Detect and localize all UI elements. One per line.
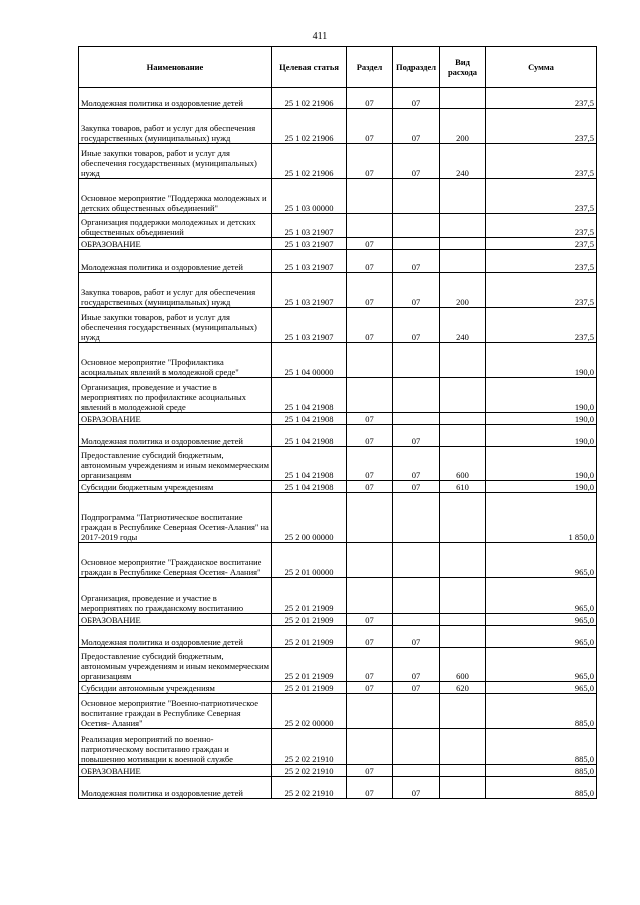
row-target-code: 25 1 02 21906 bbox=[272, 88, 347, 109]
row-name: Организация, проведение и участие в мероприятиях по профилактике асоциальных явлений в молодежной среде bbox=[79, 378, 272, 413]
row-expense-type: 200 bbox=[440, 109, 486, 144]
row-subsection: 07 bbox=[393, 447, 440, 481]
header-section: Раздел bbox=[347, 47, 393, 88]
row-target-code: 25 1 03 21907 bbox=[272, 308, 347, 343]
row-subsection bbox=[393, 493, 440, 543]
row-target-code: 25 1 04 21908 bbox=[272, 481, 347, 493]
row-target-code: 25 1 03 21907 bbox=[272, 238, 347, 250]
row-subsection bbox=[393, 378, 440, 413]
row-target-code: 25 1 02 21906 bbox=[272, 109, 347, 144]
row-section bbox=[347, 214, 393, 238]
row-subsection: 07 bbox=[393, 777, 440, 799]
row-section: 07 bbox=[347, 425, 393, 447]
row-amount: 190,0 bbox=[486, 343, 597, 378]
row-name: ОБРАЗОВАНИЕ bbox=[79, 614, 272, 626]
row-subsection: 07 bbox=[393, 144, 440, 179]
row-expense-type bbox=[440, 214, 486, 238]
row-target-code: 25 2 01 21909 bbox=[272, 682, 347, 694]
table-row bbox=[79, 378, 597, 413]
table-row bbox=[79, 682, 597, 694]
row-subsection bbox=[393, 614, 440, 626]
row-amount: 885,0 bbox=[486, 694, 597, 729]
row-expense-type bbox=[440, 543, 486, 578]
row-amount: 190,0 bbox=[486, 481, 597, 493]
row-section: 07 bbox=[347, 626, 393, 648]
header-target: Целевая статья bbox=[272, 47, 347, 88]
row-name: Подпрограмма "Патриотическое воспитание граждан в Республике Северная Осетия-Алания" на 2017-2019 годы bbox=[79, 493, 272, 543]
row-name: Организация поддержки молодежных и детских общественных объединений bbox=[79, 214, 272, 238]
table-row bbox=[79, 578, 597, 614]
row-name: Закупка товаров, работ и услуг для обеспечения государственных (муниципальных) нужд bbox=[79, 273, 272, 308]
header-amount: Сумма bbox=[486, 47, 597, 88]
row-section bbox=[347, 578, 393, 614]
table-row bbox=[79, 777, 597, 799]
row-expense-type bbox=[440, 413, 486, 425]
table-row bbox=[79, 214, 597, 238]
row-name: ОБРАЗОВАНИЕ bbox=[79, 765, 272, 777]
row-amount: 237,5 bbox=[486, 214, 597, 238]
row-name: Молодежная политика и оздоровление детей bbox=[79, 626, 272, 648]
row-amount: 885,0 bbox=[486, 729, 597, 765]
row-target-code: 25 1 03 21907 bbox=[272, 250, 347, 273]
table-row bbox=[79, 447, 597, 481]
row-section: 07 bbox=[347, 765, 393, 777]
row-subsection bbox=[393, 413, 440, 425]
row-expense-type: 200 bbox=[440, 273, 486, 308]
row-expense-type bbox=[440, 493, 486, 543]
row-target-code: 25 2 02 21910 bbox=[272, 729, 347, 765]
row-name: Молодежная политика и оздоровление детей bbox=[79, 88, 272, 109]
row-name: Основное мероприятие "Гражданское воспитание граждан в Республике Северная Осетия- Алания" bbox=[79, 543, 272, 578]
row-amount: 190,0 bbox=[486, 378, 597, 413]
row-name: Предоставление субсидий бюджетным, автономным учреждениям и иным некоммерческим организациям bbox=[79, 447, 272, 481]
row-section: 07 bbox=[347, 777, 393, 799]
budget-table bbox=[78, 46, 597, 799]
row-subsection bbox=[393, 578, 440, 614]
row-section bbox=[347, 343, 393, 378]
row-name: Молодежная политика и оздоровление детей bbox=[79, 777, 272, 799]
row-expense-type bbox=[440, 250, 486, 273]
row-subsection: 07 bbox=[393, 481, 440, 493]
row-name: Молодежная политика и оздоровление детей bbox=[79, 425, 272, 447]
table-row bbox=[79, 614, 597, 626]
row-target-code: 25 2 00 00000 bbox=[272, 493, 347, 543]
row-expense-type bbox=[440, 425, 486, 447]
row-amount: 885,0 bbox=[486, 765, 597, 777]
row-section bbox=[347, 694, 393, 729]
row-target-code: 25 1 03 00000 bbox=[272, 179, 347, 214]
row-section bbox=[347, 729, 393, 765]
row-expense-type bbox=[440, 238, 486, 250]
row-expense-type bbox=[440, 729, 486, 765]
row-section: 07 bbox=[347, 250, 393, 273]
table-row bbox=[79, 179, 597, 214]
table-row bbox=[79, 493, 597, 543]
table-row bbox=[79, 425, 597, 447]
row-name: Субсидии автономным учреждениям bbox=[79, 682, 272, 694]
row-target-code: 25 2 01 21909 bbox=[272, 578, 347, 614]
table-body bbox=[79, 88, 597, 799]
row-section: 07 bbox=[347, 648, 393, 682]
row-target-code: 25 1 02 21906 bbox=[272, 144, 347, 179]
row-target-code: 25 1 04 21908 bbox=[272, 378, 347, 413]
table-row bbox=[79, 626, 597, 648]
row-expense-type bbox=[440, 765, 486, 777]
row-expense-type: 610 bbox=[440, 481, 486, 493]
row-expense-type bbox=[440, 777, 486, 799]
row-name: Субсидии бюджетным учреждениям bbox=[79, 481, 272, 493]
row-expense-type bbox=[440, 179, 486, 214]
row-expense-type bbox=[440, 88, 486, 109]
row-subsection: 07 bbox=[393, 648, 440, 682]
row-subsection: 07 bbox=[393, 626, 440, 648]
row-name: Закупка товаров, работ и услуг для обеспечения государственных (муниципальных) нужд bbox=[79, 109, 272, 144]
row-expense-type bbox=[440, 614, 486, 626]
row-subsection: 07 bbox=[393, 308, 440, 343]
row-section: 07 bbox=[347, 144, 393, 179]
row-target-code: 25 2 02 00000 bbox=[272, 694, 347, 729]
row-expense-type bbox=[440, 578, 486, 614]
row-amount: 237,5 bbox=[486, 179, 597, 214]
row-subsection: 07 bbox=[393, 682, 440, 694]
table-row bbox=[79, 729, 597, 765]
table-row bbox=[79, 765, 597, 777]
table-row bbox=[79, 144, 597, 179]
page-number: 411 bbox=[312, 31, 328, 42]
row-section: 07 bbox=[347, 308, 393, 343]
row-amount: 1 850,0 bbox=[486, 493, 597, 543]
header-name: Наименование bbox=[79, 47, 272, 88]
row-subsection: 07 bbox=[393, 88, 440, 109]
row-amount: 237,5 bbox=[486, 238, 597, 250]
table-row bbox=[79, 109, 597, 144]
row-name: Организация, проведение и участие в мероприятиях по гражданскому воспитанию bbox=[79, 578, 272, 614]
row-section bbox=[347, 378, 393, 413]
row-name: Иные закупки товаров, работ и услуг для обеспечения государственных (муниципальных) нужд bbox=[79, 308, 272, 343]
table-row bbox=[79, 88, 597, 109]
row-name: Иные закупки товаров, работ и услуг для обеспечения государственных (муниципальных) нужд bbox=[79, 144, 272, 179]
row-subsection: 07 bbox=[393, 425, 440, 447]
row-name: Молодежная политика и оздоровление детей bbox=[79, 250, 272, 273]
row-section: 07 bbox=[347, 614, 393, 626]
row-section: 07 bbox=[347, 109, 393, 144]
row-amount: 190,0 bbox=[486, 447, 597, 481]
row-subsection: 07 bbox=[393, 109, 440, 144]
row-section: 07 bbox=[347, 682, 393, 694]
row-subsection bbox=[393, 214, 440, 238]
row-section: 07 bbox=[347, 273, 393, 308]
row-section: 07 bbox=[347, 481, 393, 493]
row-section: 07 bbox=[347, 413, 393, 425]
table-row bbox=[79, 481, 597, 493]
row-expense-type bbox=[440, 378, 486, 413]
row-subsection bbox=[393, 238, 440, 250]
row-name: Реализация мероприятий по военно-патриотическому воспитанию граждан и повышению мотивации к военной службе bbox=[79, 729, 272, 765]
row-target-code: 25 2 01 21909 bbox=[272, 648, 347, 682]
row-amount: 965,0 bbox=[486, 682, 597, 694]
row-expense-type bbox=[440, 343, 486, 378]
row-name: ОБРАЗОВАНИЕ bbox=[79, 238, 272, 250]
header-expense-type: Вид расхода bbox=[440, 47, 486, 88]
row-name: Основное мероприятие "Военно-патриотическое воспитание граждан в Республике Северная Осетия- Алания" bbox=[79, 694, 272, 729]
row-target-code: 25 2 02 21910 bbox=[272, 765, 347, 777]
row-amount: 237,5 bbox=[486, 273, 597, 308]
table-row bbox=[79, 648, 597, 682]
row-subsection: 07 bbox=[393, 250, 440, 273]
row-target-code: 25 1 04 21908 bbox=[272, 413, 347, 425]
row-amount: 965,0 bbox=[486, 614, 597, 626]
table-row bbox=[79, 250, 597, 273]
row-target-code: 25 2 01 21909 bbox=[272, 614, 347, 626]
table-row bbox=[79, 273, 597, 308]
row-subsection bbox=[393, 543, 440, 578]
table-row bbox=[79, 238, 597, 250]
row-expense-type: 240 bbox=[440, 308, 486, 343]
row-section: 07 bbox=[347, 88, 393, 109]
row-subsection bbox=[393, 694, 440, 729]
row-amount: 237,5 bbox=[486, 109, 597, 144]
row-name: Предоставление субсидий бюджетным, автономным учреждениям и иным некоммерческим организациям bbox=[79, 648, 272, 682]
row-target-code: 25 1 03 21907 bbox=[272, 273, 347, 308]
row-section bbox=[347, 543, 393, 578]
row-subsection bbox=[393, 729, 440, 765]
row-amount: 190,0 bbox=[486, 425, 597, 447]
row-amount: 237,5 bbox=[486, 250, 597, 273]
row-amount: 965,0 bbox=[486, 578, 597, 614]
table-row bbox=[79, 694, 597, 729]
table-row bbox=[79, 413, 597, 425]
row-target-code: 25 1 04 00000 bbox=[272, 343, 347, 378]
row-target-code: 25 1 04 21908 bbox=[272, 447, 347, 481]
row-expense-type: 600 bbox=[440, 447, 486, 481]
row-target-code: 25 1 03 21907 bbox=[272, 214, 347, 238]
row-subsection bbox=[393, 765, 440, 777]
row-target-code: 25 2 01 21909 bbox=[272, 626, 347, 648]
row-name: Основное мероприятие "Поддержка молодежных и детских общественных объединений" bbox=[79, 179, 272, 214]
row-amount: 237,5 bbox=[486, 308, 597, 343]
row-target-code: 25 1 04 21908 bbox=[272, 425, 347, 447]
row-subsection bbox=[393, 343, 440, 378]
row-subsection bbox=[393, 179, 440, 214]
row-subsection: 07 bbox=[393, 273, 440, 308]
row-expense-type bbox=[440, 626, 486, 648]
table-row bbox=[79, 543, 597, 578]
row-amount: 965,0 bbox=[486, 626, 597, 648]
row-amount: 190,0 bbox=[486, 413, 597, 425]
row-expense-type: 600 bbox=[440, 648, 486, 682]
row-expense-type bbox=[440, 694, 486, 729]
table-header-row bbox=[79, 47, 597, 88]
row-section: 07 bbox=[347, 447, 393, 481]
row-amount: 885,0 bbox=[486, 777, 597, 799]
row-amount: 237,5 bbox=[486, 144, 597, 179]
row-expense-type: 240 bbox=[440, 144, 486, 179]
row-amount: 237,5 bbox=[486, 88, 597, 109]
table-row bbox=[79, 343, 597, 378]
row-target-code: 25 2 01 00000 bbox=[272, 543, 347, 578]
row-amount: 965,0 bbox=[486, 648, 597, 682]
row-target-code: 25 2 02 21910 bbox=[272, 777, 347, 799]
header-subsection: Подраздел bbox=[393, 47, 440, 88]
row-section bbox=[347, 179, 393, 214]
table-row bbox=[79, 308, 597, 343]
row-section: 07 bbox=[347, 238, 393, 250]
row-name: ОБРАЗОВАНИЕ bbox=[79, 413, 272, 425]
row-amount: 965,0 bbox=[486, 543, 597, 578]
row-expense-type: 620 bbox=[440, 682, 486, 694]
row-section bbox=[347, 493, 393, 543]
row-name: Основное мероприятие "Профилактика асоциальных явлений в молодежной среде" bbox=[79, 343, 272, 378]
